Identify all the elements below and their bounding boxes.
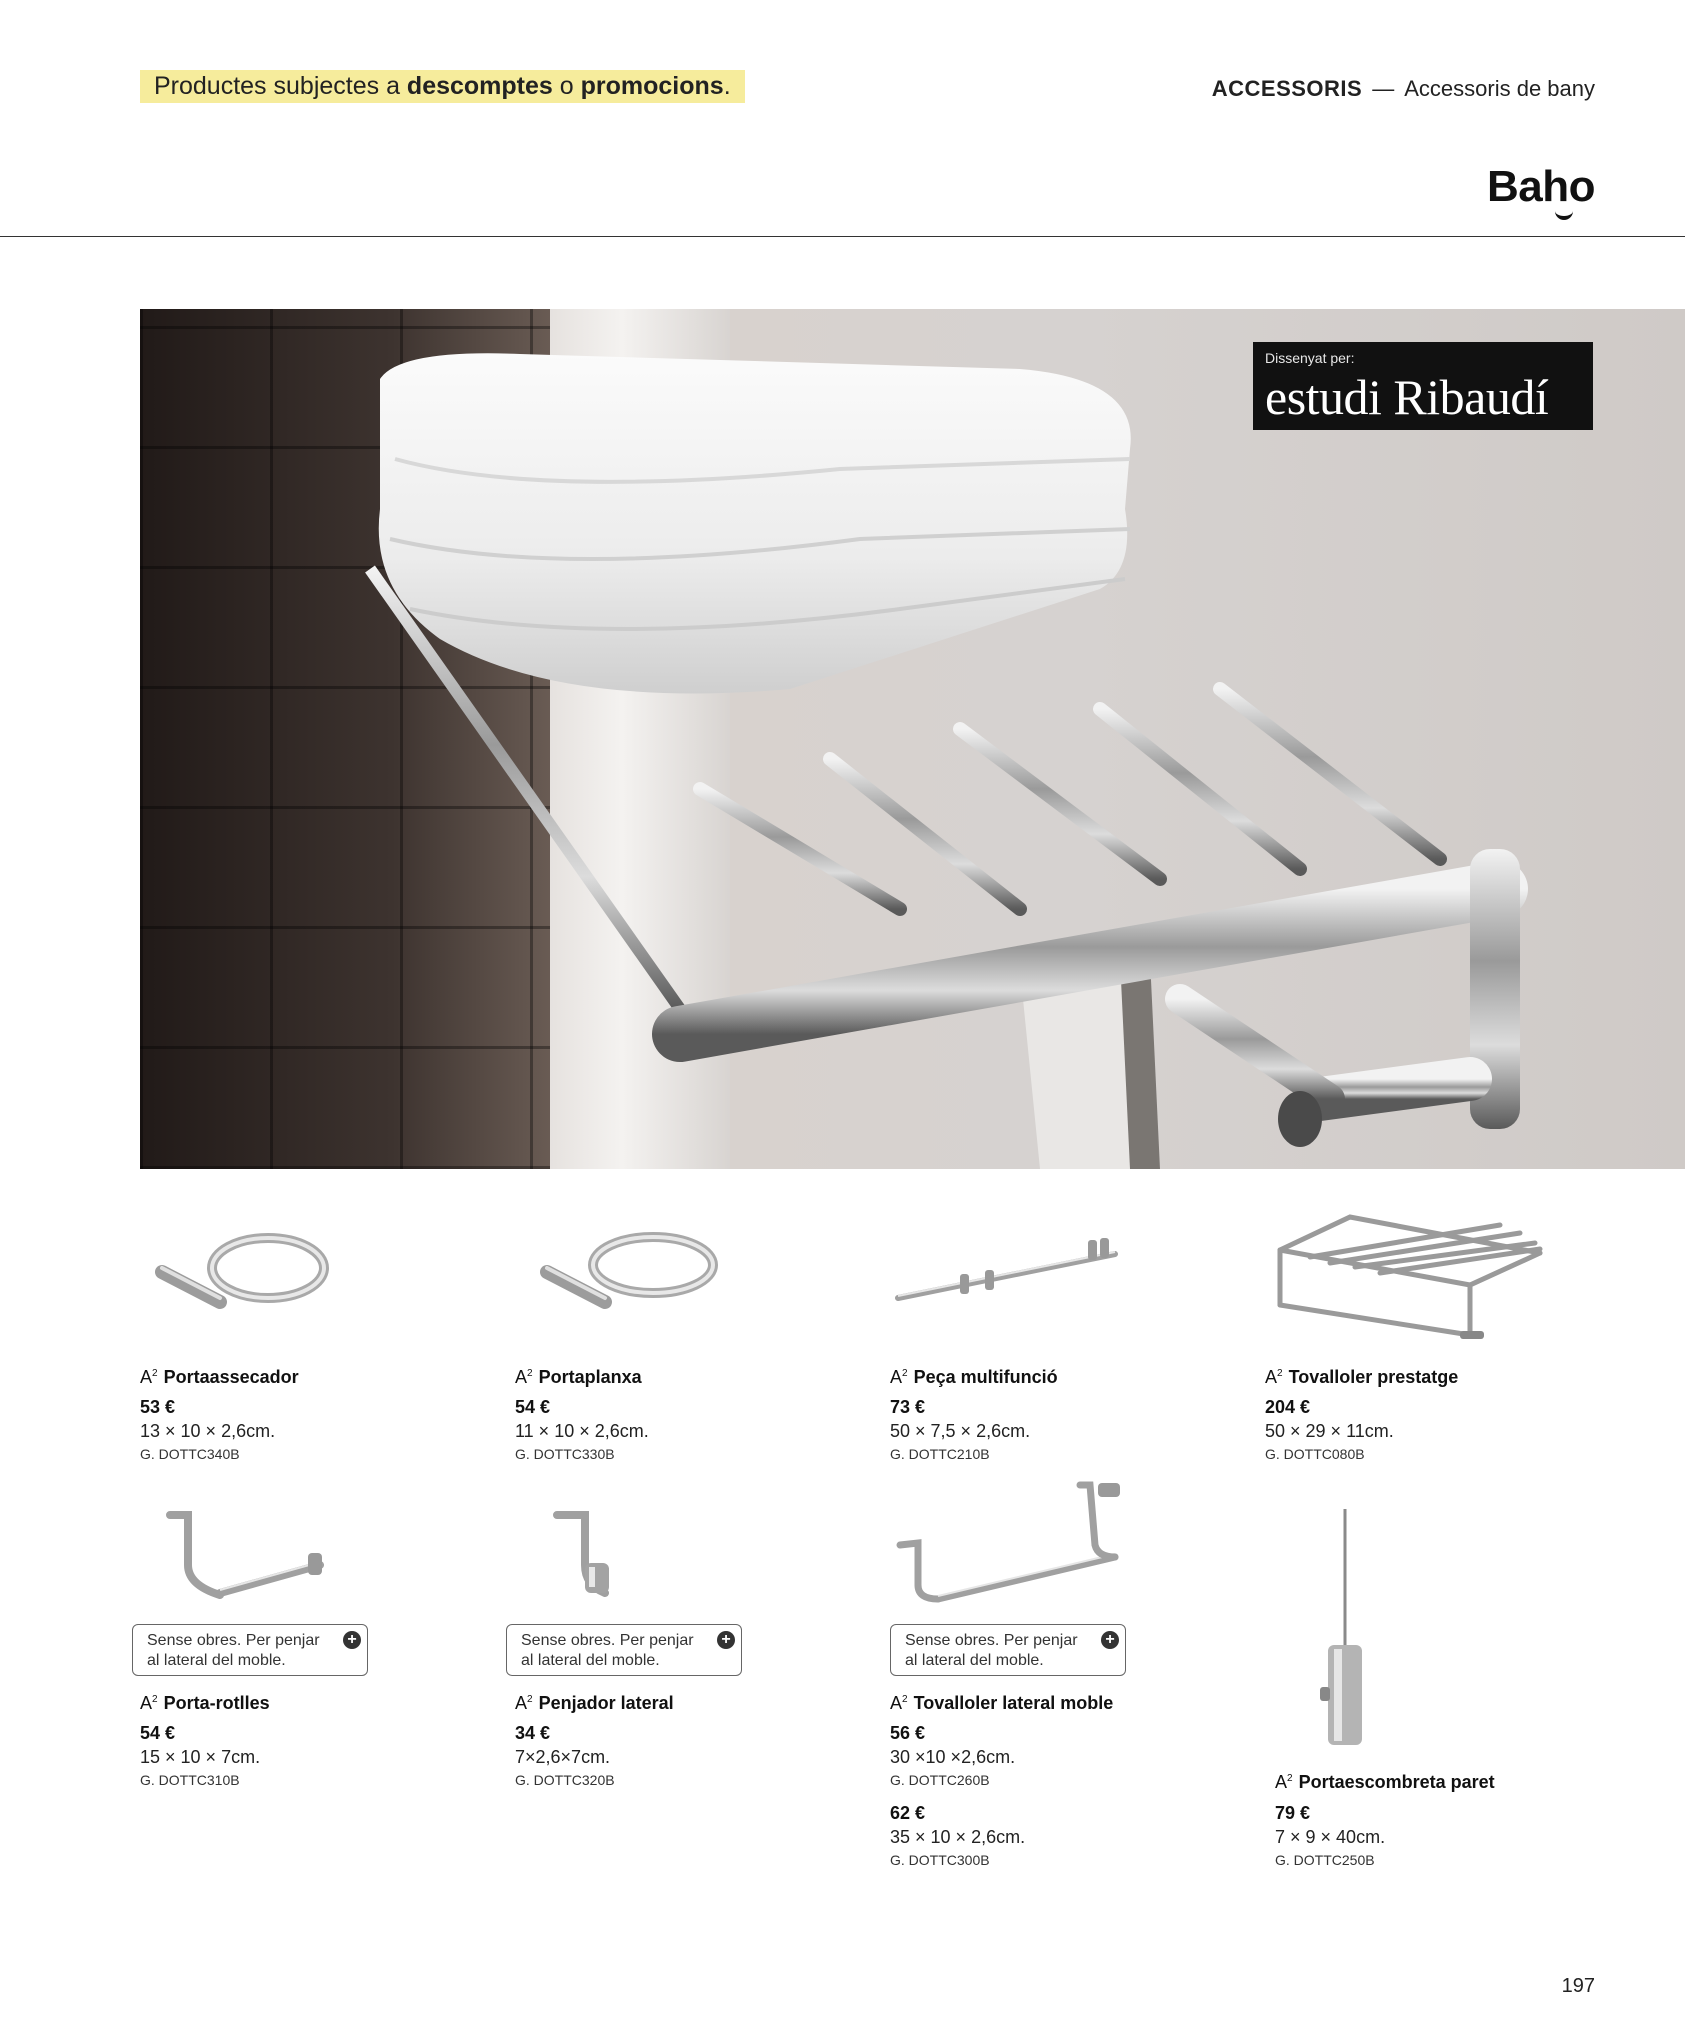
class-sup: 2 (527, 1694, 533, 1705)
product-price: 79 € (1275, 1803, 1311, 1823)
hero-photo (140, 309, 1685, 1169)
energy-class-label (140, 1693, 158, 1713)
product-dimensions: 50 × 7,5 × 2,6cm. (890, 1421, 1031, 1441)
mounting-note (506, 1624, 742, 1676)
mounting-note (132, 1624, 368, 1676)
porta-rotlles-image (160, 1505, 330, 1615)
note-line-1: Sense obres. Per penjar (905, 1632, 1078, 1649)
product-dimensions: 50 × 29 × 11cm. (1265, 1421, 1394, 1441)
product-name-portaplanxa (515, 1367, 642, 1388)
header-divider (0, 236, 1685, 237)
mounting-note (890, 1624, 1126, 1676)
product-title: Porta-rotlles (163, 1693, 270, 1713)
product-dimensions: 30 ×10 ×2,6cm. (890, 1747, 1016, 1767)
product-price: 73 € (890, 1397, 926, 1417)
portaplanxa-image (535, 1220, 725, 1330)
product-price: 54 € (140, 1723, 176, 1743)
energy-class-label (890, 1693, 908, 1713)
designed-by-label: Dissenyat per: (1265, 350, 1355, 366)
note-line-1: Sense obres. Per penjar (521, 1632, 694, 1649)
energy-class-label (1275, 1772, 1293, 1792)
brand-smile-icon (1555, 206, 1573, 220)
plus-icon[interactable]: + (343, 1631, 361, 1649)
tovalloler-lateral-moble-image (890, 1475, 1130, 1615)
product-title: Tovalloler prestatge (1288, 1367, 1459, 1387)
class-sup: 2 (152, 1694, 158, 1705)
breadcrumb-separator: — (1372, 76, 1395, 101)
note-line-2: al lateral del moble. (147, 1652, 286, 1669)
portaassecador-image (150, 1220, 340, 1330)
plus-icon[interactable]: + (717, 1631, 735, 1649)
note-line-2: al lateral del moble. (521, 1652, 660, 1669)
promo-discounts: descomptes (406, 72, 553, 100)
energy-class-label (890, 1367, 908, 1387)
energy-class-label (140, 1367, 158, 1387)
product-dimensions: 13 × 10 × 2,6cm. (140, 1421, 276, 1441)
product-price-variant: 62 € (890, 1803, 926, 1823)
product-price: 56 € (890, 1723, 926, 1743)
product-dimensions: 7 × 9 × 40cm. (1275, 1827, 1386, 1847)
product-title: Tovalloler lateral moble (913, 1693, 1114, 1713)
product-title: Portaescombreta paret (1298, 1772, 1495, 1792)
energy-class-label (1265, 1367, 1283, 1387)
product-dimensions: 7×2,6×7cm. (515, 1747, 611, 1767)
class-sup: 2 (152, 1368, 158, 1379)
product-dimensions: 11 × 10 × 2,6cm. (515, 1421, 649, 1441)
product-code: G. DOTTC340B (140, 1446, 240, 1462)
class-letter: A (515, 1367, 528, 1387)
product-price: 34 € (515, 1723, 551, 1743)
class-letter: A (140, 1367, 153, 1387)
note-line-2: al lateral del moble. (905, 1652, 1044, 1669)
product-name-portaassecador (140, 1367, 299, 1388)
product-price: 54 € (515, 1397, 551, 1417)
class-letter: A (1265, 1367, 1278, 1387)
product-dimensions: 15 × 10 × 7cm. (140, 1747, 261, 1767)
product-name-tovalloler-lateral-moble (890, 1693, 1113, 1714)
product-code: G. DOTTC080B (1265, 1446, 1365, 1462)
promo-banner (140, 70, 745, 103)
product-code: G. DOTTC260B (890, 1772, 990, 1788)
product-title: Peça multifunció (913, 1367, 1058, 1387)
class-letter: A (515, 1693, 528, 1713)
portaescombreta-paret-image (1300, 1505, 1390, 1755)
class-sup: 2 (527, 1368, 533, 1379)
note-line-1: Sense obres. Per penjar (147, 1632, 320, 1649)
product-name-tovalloler-prestatge (1265, 1367, 1458, 1388)
product-price: 53 € (140, 1397, 176, 1417)
promo-period: . (723, 72, 731, 100)
class-sup: 2 (902, 1694, 908, 1705)
product-code: G. DOTTC330B (515, 1446, 615, 1462)
designer-badge (1253, 342, 1593, 430)
product-title: Portaplanxa (538, 1367, 642, 1387)
energy-class-label (515, 1367, 533, 1387)
product-price: 204 € (1265, 1397, 1311, 1417)
brand-name: Baho (1487, 162, 1595, 211)
page-number: 197 (1561, 1975, 1595, 1997)
product-code: G. DOTTC320B (515, 1772, 615, 1788)
product-code: G. DOTTC210B (890, 1446, 990, 1462)
product-dimensions-variant: 35 × 10 × 2,6cm. (890, 1827, 1026, 1847)
product-code: G. DOTTC250B (1275, 1852, 1375, 1868)
class-letter: A (890, 1693, 903, 1713)
peca-multifuncio-image (890, 1220, 1130, 1330)
class-sup: 2 (902, 1368, 908, 1379)
product-name-penjador-lateral (515, 1693, 674, 1714)
subsection-title: Accessoris de bany (1404, 76, 1595, 101)
product-name-porta-rotlles (140, 1693, 270, 1714)
product-name-portaescombreta-paret (1275, 1772, 1495, 1793)
class-letter: A (890, 1367, 903, 1387)
energy-class-label (515, 1693, 533, 1713)
class-letter: A (140, 1693, 153, 1713)
tovalloler-prestatge-image (1270, 1205, 1550, 1345)
brand-logo (1487, 162, 1595, 212)
promo-or: o (552, 72, 581, 100)
class-letter: A (1275, 1772, 1288, 1792)
promo-text: Productes subjectes a (154, 72, 407, 100)
product-title: Penjador lateral (538, 1693, 674, 1713)
towel-shelf-illustration (140, 309, 1685, 1169)
product-title: Portaassecador (163, 1367, 299, 1387)
class-sup: 2 (1277, 1368, 1283, 1379)
penjador-lateral-image (545, 1505, 665, 1615)
product-code: G. DOTTC310B (140, 1772, 240, 1788)
class-sup: 2 (1287, 1773, 1293, 1784)
section-title: ACCESSORIS (1211, 76, 1363, 101)
plus-icon[interactable]: + (1101, 1631, 1119, 1649)
promo-promotions: promocions (580, 72, 724, 100)
section-breadcrumb (1212, 76, 1595, 102)
product-name-peca-multifuncio (890, 1367, 1058, 1388)
product-code-variant: G. DOTTC300B (890, 1852, 990, 1868)
designer-name: estudi Ribaudí (1265, 369, 1549, 425)
